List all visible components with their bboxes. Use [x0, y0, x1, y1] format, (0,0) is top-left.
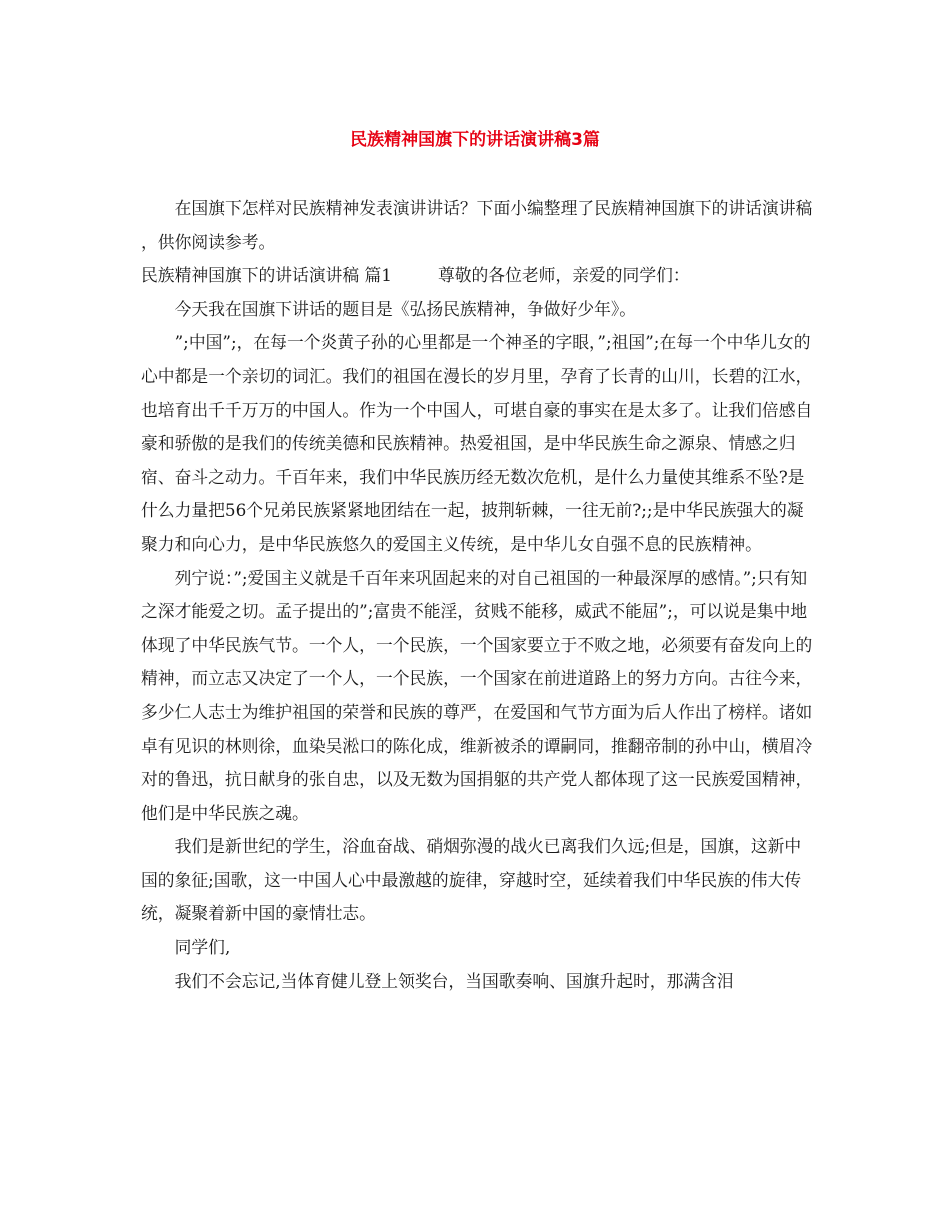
- body-paragraph-4: 我们是新世纪的学生，浴血奋战、硝烟弥漫的战火已离我们久远;但是，国旗，这新中国的象征;国歌，这一中国人心中最激越的旋律，穿越时空，延续着我们中华民族的伟大传统，凝聚着新中国的豪情壮志。: [141, 836, 802, 924]
- section-heading: 民族精神国旗下的讲话演讲稿 篇1: [141, 265, 392, 286]
- body-paragraph-2: ”;中国”;，在每一个炎黄子孙的心里都是一个神圣的字眼，”;祖国”;在每一个中华儿女的心中都是一个亲切的词汇。我们的祖国在漫长的岁月里，孕育了长青的山川，长碧的江水，也培育出千千万万的中国人。作为一个中国人，可堪自豪的事实在是太多了。让我们倍感自豪和骄傲的是我们的传统美德和民族精神。热爱祖国，是中华民族生命之源泉、情感之归宿、奋斗之动力。千百年来，我们中华民族历经无数次危机，是什么力量使其维系不坠?是什么力量把56个兄弟民族紧紧地团结在一起，披荆斩棘，一往无前?;;是中华民族强大的凝聚力和向心力，是中华民族悠久的爱国主义传统，是中华儿女自强不息的民族精神。: [141, 332, 813, 554]
- salutation: 尊敬的各位老师，亲爱的同学们：: [437, 265, 690, 286]
- body-paragraph-6: 我们不会忘记,当体育健儿登上领奖台，当国歌奏响、国旗升起时，那满含泪: [174, 970, 734, 991]
- body-paragraph-1: 今天我在国旗下讲话的题目是《弘扬民族精神，争做好少年》。: [174, 298, 637, 319]
- body-paragraph-5: 同学们,: [174, 937, 231, 958]
- section-heading-line: [141, 259, 813, 293]
- intro-paragraph: 在国旗下怎样对民族精神发表演讲讲话？下面小编整理了民族精神国旗下的讲话演讲稿 ，供你阅读参考。: [141, 198, 813, 252]
- document-body: [141, 192, 813, 998]
- document-title: 民族精神国旗下的讲话演讲稿3篇: [350, 130, 600, 150]
- body-paragraph-3: 列宁说：”;爱国主义就是千百年来巩固起来的对自己祖国的一种最深厚的感情。”;只有知之深才能爱之切。孟子提出的”;富贵不能淫，贫贱不能移，威武不能屈”;，可以说是集中地体现了中华民族气节。一个人，一个民族，一个国家要立于不败之地，必须要有奋发向上的精神，而立志又决定了一个人，一个民族，一个国家在前进道路上的努力方向。古往今来，多少仁人志士为维护祖国的荣誉和民族的尊严，在爱国和气节方面为后人作出了榜样。诸如卓有见识的林则徐，血染吴淞口的陈化成，维新被杀的谭嗣同，推翻帝制的孙中山，横眉冷对的鲁迅，抗日献身的张自忠，以及无数为国捐躯的共产党人都体现了这一民族爱国精神，他们是中华民族之魂。: [141, 567, 813, 823]
